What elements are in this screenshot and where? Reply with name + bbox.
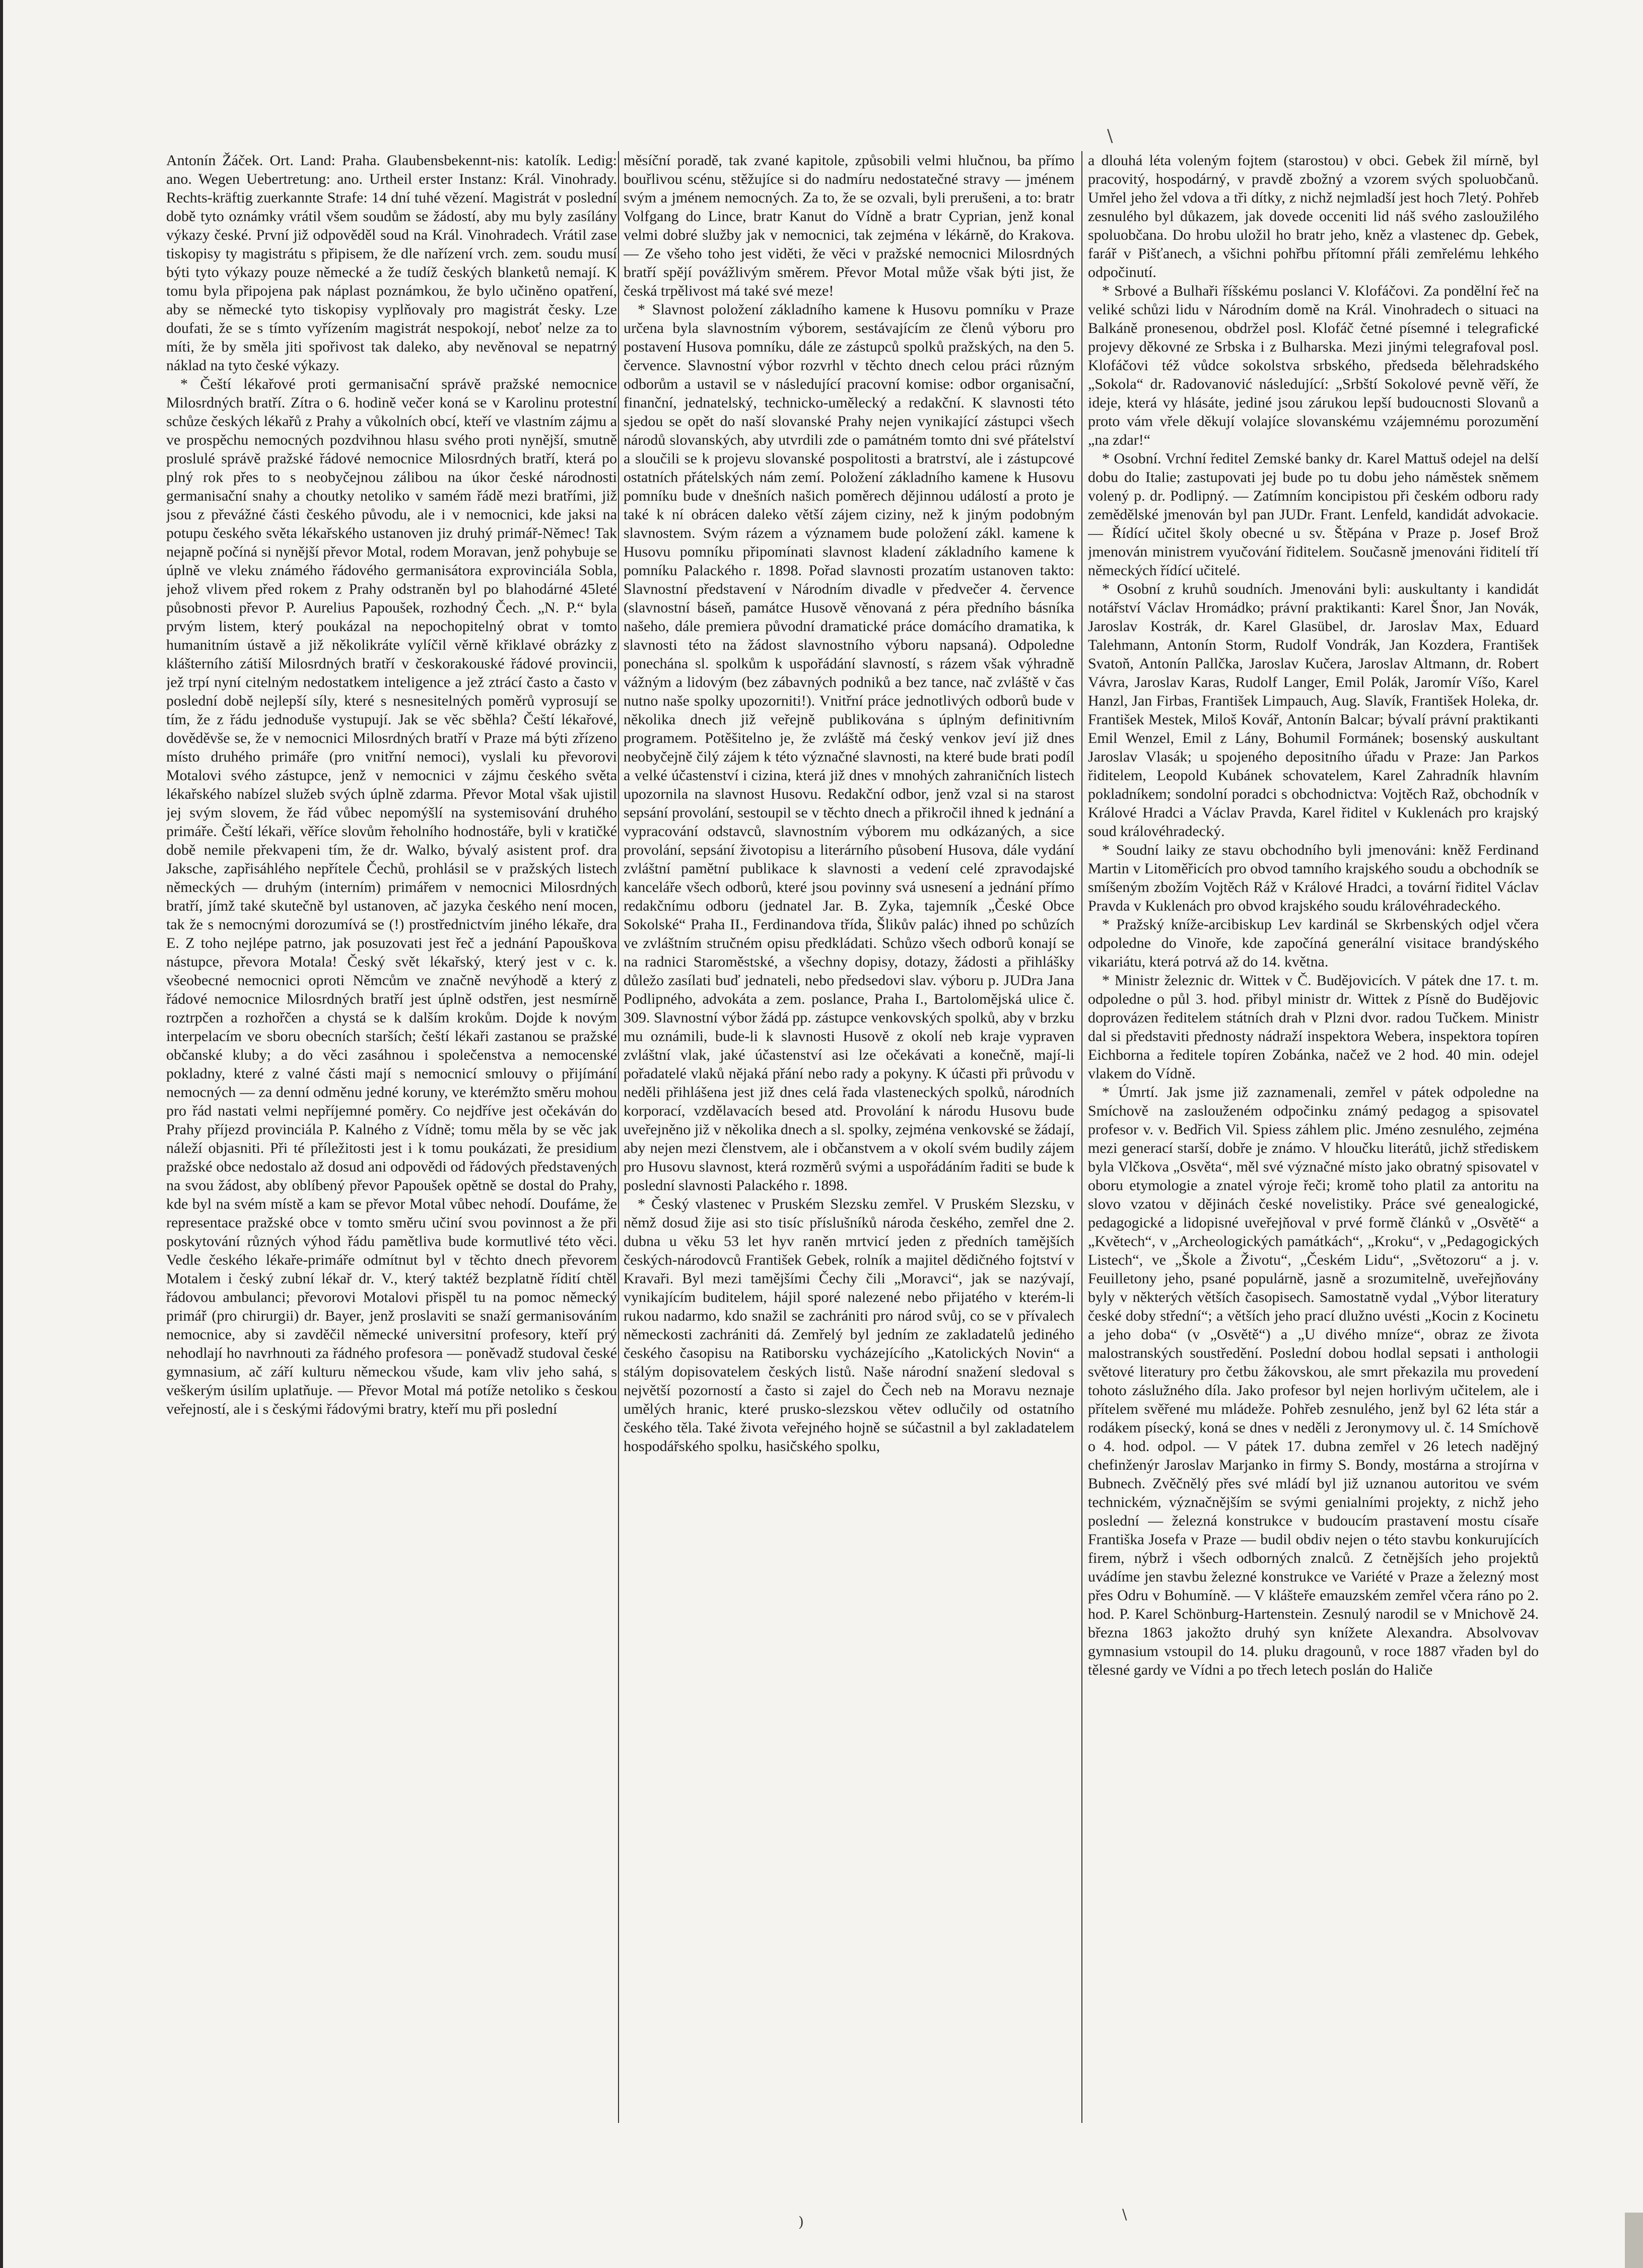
- article-col3-p8: * Úmrtí. Jak jsme již zaznamenali, zemřel v pátek odpoledne na Smíchově na zaslouženém odpočinku známý pedagog a spisovatel profesor v. v. Bedřich Vil. Spiess záhlem plic. Jméno zesnulého, zejména mezi generací starší, dobře je známo. V hloučku literátů, jichž střediskem byla Vlčkova „Osvěta“, měl své význačné místo jako obratný spisovatel v oboru etymologie a znatel výroje řeči; kromě toho platil za antoritu na slovo vzatou v dějinách české novelistiky. Práce své genealogické, pedagogické a lidopisné uveřejňoval v prvé formě článků v „Osvětě“ a „Květech“, v „Archeologických památkách“, „Kroku“, v „Pedagogických Listech“, ve „Škole a Životu“, „Českém Lidu“, „Světozoru“ a j. v. Feuilletony jeho, psané populárně, jasně a srozumitelně, uveřejňovány byly v některých větších časopisech. Samostatně vydal „Výbor literatury české doby střední“; a větších jeho prací dlužno uvésti „Kocin z Kocinetu a jeho doba“ (v „Osvětě“) a „U divého mníze“, obraz ze života malostranských soustředění. Poslední dobou hodlal sepsati i anthologii světové literatury pro četbu žákovskou, ale smrt překazila mu provedení tohoto záslužného díla. Jako profesor byl nejen horlivým učitelem, ale i přítelem svěřené mu mládeže. Pohřeb zesnulého, jenž byl 62 léta stár a rodákem písecký, koná se dnes v neděli z Jeronymovy ul. č. 14 Smíchově o 4. hod. odpol. — V pátek 17. dubna zemřel v 26 letech nadějný chefinženýr Jaroslav Marjanko in firmy S. Bondy, mostárna a strojírna v Bubnech. Zvěčnělý přes své mládí byl již uznanou autoritou ve svém technickém, význačnějším se svými genialními projekty, z nichž jeho poslední — železná konstrukce v budoucím prastavení mostu císaře Františka Josefa v Praze — budil obdiv nejen o této stavbu konkurujících firem, nýbrž i všech odborných znalců. Z četnějších jeho projektů uvádíme jen stavbu železné konstrukce ve Variété v Praze a železný most přes Odru v Bohumíně. — V klášteře emauzském zemřel včera ráno po 2. hod. P. Karel Schönburg-Hartenstein. Zesnulý narodil se v Mnichově 24. března 1863 jakožto druhý syn knížete Alexandra. Absolvovav gymnasium vstoupil do 14. pluku dragounů, v roce 1887 vřaden byl do tělesné gardy ve Vídni a po třech letech poslán do Haliče: [1088, 1084, 1539, 1678]
- article-col3-p5: * Soudní laiky ze stavu obchodního byli jmenováni: kněž Ferdinand Martin v Litoměřicích pro obvod tamního krajského soudu a obchodník se smíšeným zbožím Vojtěch Ráž v Králové Hradci, a tovární řiditel Václav Pravda v Kuklenách pro obvod krajského soudu královéhradeckého.: [1088, 842, 1539, 914]
- article-col3-p2: * Srbové a Bulhaři říšskému poslanci V. Klofáčovi. Za pondělní řeč na veliké schůzi lidu v Národním domě na Král. Vinohradech o situaci na Balkáně pronesenou, obdržel posl. Klofáč četné písemné i telegrafické projevy děkovné ze Srbska i z Bulharska. Mezi jinými telegrafoval posl. Klofáčovi též vůdce sokolstva srbského, předseda bělehradského „Sokola“ dr. Radovanović následující: „Srbští Sokolové pevně věří, že ideje, která vy hlásáte, jediné jsou zárukou lepší budoucnosti Slovanů a proto vám vřele děkují volajíce slovanskému vzájemnému porozumění „na zdar!“: [1088, 283, 1539, 448]
- article-col3-p3: * Osobní. Vrchní ředitel Zemské banky dr. Karel Mattuš odejel na delší dobu do Italie; zastupovati jej bude po tu dobu jeho náměstek sněmem volený p. dr. Podlipný. — Zatímním koncipistou při českém odboru rady zemědělské jmenován byl pan JUDr. Frant. Lenfeld, kandidát advokacie. — Řídící učitel školy obecné u sv. Štěpána v Praze p. Josef Brož jmenován ministrem vyučování řiditelem. Současně jmenováni řiditelí tří německých řídící učitelé.: [1088, 450, 1539, 579]
- article-col1-p1: Antonín Žáček. Ort. Land: Praha. Glaubensbekennt-nis: katolík. Ledig: ano. Wegen Uebertretung: ano. Urtheil erster Instanz: Král. Vinohrady. Rechts-kräftig zuerkannte Strafe: 14 dní tuhé vězení. Magistrát v poslední době tyto oznámky vrátil všem soudům se žádostí, aby mu byly zasílány výkazy české. První již odpověděl soud na Král. Vinohradech. Vrátil zase tiskopisy ty magistrátu s připisem, že dle nařízení vrch. zem. soudu musí býti tyto výkazy pouze německé a že tudíž českých blanketů nemají. K tomu byla připojena pak náplast poznámkou, že bylo učiněno opatření, aby se německé tyto tiskopisy vyplňovaly pro magistrát česky. Lze doufati, že se s tímto vyřízením magistrát nespokojí, neboť nelze za to míti, že by směla jiti spořivost tak daleko, aby nevěnoval se nepatrný náklad na tyto české výkazy.: [166, 152, 617, 374]
- page-left-edge: [0, 0, 3, 2268]
- article-col3-p6: * Pražský kníže-arcibiskup Lev kardinál se Skrbenských odjel včera odpoledne do Vinoře, kde započíná generální visitace brandýského vikariátu, která potrvá až do 14. května.: [1088, 916, 1539, 970]
- column-3: [1088, 151, 1539, 2123]
- article-col2-p3: * Český vlastenec v Pruském Slezsku zemřel. V Pruském Slezsku, v němž dosud žije asi sto tisíc příslušníků národa českého, zemřel dne 2. dubna u věku 53 let hyv raněn mrtvicí jeden z předních tamějších českých-národovců František Gebek, rolník a majitel dědičného fojtství v Kravaři. Byl mezi tamějšími Čechy čili „Moravci“, jak se nazývají, vynikajícím buditelem, hájil sporé nalezené nebo přijatého v kterém-li rukou nadarmo, kdo snažil se zachrániti pro národ svůj, co se v přívalech německosti zachrániti dá. Zemřelý byl jedním ze zakladatelů jediného českého časopisu na Ratiborsku vycházejícího „Katolických Novin“ a stálým dopisovatelem českých listů. Naše národní snažení sledoval s největší pozorností a často si zajel do Čech neb na Moravu neznaje umělých hranic, které prusko-slezskou větev odlučily od ostatního českého těla. Také života veřejného hojně se súčastnil a byl zakladatelem hospodářského spolku, hasičského spolku,: [624, 1196, 1074, 1455]
- article-col3-p7: * Ministr železnic dr. Wittek v Č. Budějovicích. V pátek dne 17. t. m. odpoledne o půl 3. hod. přibyl ministr dr. Wittek z Písně do Budějovic doprovázen ředitelem státních drah v Plzni dvor. radou Tučkem. Ministr dal si představiti přednosty nádraží inspektora Webera, inspektora topíren Eichborna a ředitele topíren Zobánka, načež ve 2 hod. 40 min. odejel vlakem do Vídně.: [1088, 972, 1539, 1082]
- page-top-mark: \: [1107, 126, 1113, 146]
- column-divider-2: [1081, 151, 1082, 2123]
- page-bottom-mark-left: ): [798, 2214, 804, 2230]
- article-col2-p1: měsíční poradě, tak zvané kapitole, způsobili velmi hlučnou, ba přímo bouřlivou scénu, stěžujíce si do nadmíru nedostatečné stravy — jménem svým a jménem nemocných. Za to, že se ozvali, byli prerušeni, a to: bratr Volfgang do Lince, bratr Kanut do Vídně a bratr Cyprian, jenž konal velmi dobré služby jak v nemocnici, tak zejména v lékárně, do Krakova. — Ze všeho toho jest viděti, že věci v pražské nemocnici Milosrdných bratří spějí povážlivým směrem. Převor Motal může však býti jist, že česká trpělivost má také své meze!: [624, 152, 1074, 299]
- article-col3-p4: * Osobní z kruhů soudních. Jmenováni byli: auskultanty i kandidát notářství Václav Hromádko; právní praktikanti: Karel Šnor, Jan Novák, Jaroslav Kostrák, dr. Karel Glasübel, dr. Jaroslav Max, Eduard Talehmann, Antonín Storm, Rudolf Vondrák, Jan Kozdera, František Svatoň, Antonín Pallčka, Jaroslav Kučera, Jaroslav Altmann, dr. Robert Vávra, Jaroslav Karas, Rudolf Langer, Emil Polák, Jaromír Víšo, Karel Hanzl, Jan Firbas, František Limpauch, Aug. Slavík, František Holeka, dr. František Mestek, Miloš Kovář, Antonín Balcar; bývalí právní praktikanti Emil Wenzel, Emil z Lány, Bohumil Formánek; bosenský auskultant Jaroslav Vlasák; u spojeného depositního úřadu v Praze: Jan Parkos řiditelem, Leopold Kubánek schovatelem, Karel Zahradník hlavním pokladníkem; sondolní poradci s obchodnictva: Vojtěch Raž, obchodník v Králové Hradci a Václav Pravda, Karel řiditel v Kuklenách pro krajský soud královéhradecký.: [1088, 581, 1539, 840]
- page-bottom-mark-right: \: [1122, 2206, 1127, 2223]
- column-divider-1: [618, 151, 619, 2123]
- page-corner-shadow: [1625, 2213, 1643, 2268]
- column-1: [166, 151, 617, 2123]
- article-col1-p2: * Čeští lékařové proti germanisační správě pražské nemocnice Milosrdných bratří. Zítra o 6. hodině večer koná se v Karolinu protestní schůze českých lékařů z Prahy a vůkolních obcí, kteří ve vlastním zájmu a ve prospěchu nemocných pozdvihnou hlasu svého proti nynější, smutně proslulé správě pražské řádové nemocnice Milosrdných bratří, která po plný rok přes to s neobyčejnou zálibou na úkor české národnosti germanisační snahy a choutky netoliko v samém řádě mezi bratřími, již jsou z převážné části českého původu, ale i v nemocnici, kde jaksi na potupu českého světa lékařského ustanoven jiz druhý primář-Němec! Tak nejapně počíná si nynější převor Motal, rodem Moravan, jenž pohybuje se úplně ve vleku známého řádového germanisátora exprovinciála Sobla, jehož vlivem před rokem z Prahy odstraněn byl po blahodárné 45leté působnosti převor P. Aurelius Papoušek, rozhodný Čech. „N. P.“ byla prvým listem, který poukázal na nepochopitelný obrat v tomto humanitním ústavě a již několikráte vylíčil věrně křiklavé obrázky z klášterního zátiší Milosrdných bratří v českorakouské řádové provincii, jež trpí nyní citelným nedostatkem inteligence a jež ztrácí často a často v poslední době nejlepší síly, které s nesnesitelných poměrů vyprosují se tím, že z řádu jednoduše vystupují. Jak se věc sběhla? Čeští lékařové, dověděvše se, že v nemocnici Milosrdných bratří v Praze má býti zřízeno místo druhého primáře (pro vnitřní nemoci), vyslali ku převorovi Motalovi svého zástupce, jenž v nemocnici v zájmu českého světa lékařského nabízel služeb svých úplně zdarma. Převor Motal však ujistil jej svým slovem, že řád vůbec nepomýšlí na systemisování druhého primáře. Čeští lékaři, věříce slovům řeholního hodnostáře, byli v kratičké době nemile překvapeni tím, že dr. Walko, bývalý asistent prof. dra Jaksche, zapřisáhlého nepřítele Čechů, prohlásil se v pražských listech německých — druhým (interním) primářem v nemocnici Milosrdných bratří, jímž také skutečně byl ustanoven, ač jazyka českého není mocen, tak že s nemocnými dorozumívá se (!) prostřednictvím jiného lékaře, dra E. Z toho nejlépe patrno, jak posuzovati jest řeč a jednání Papouškova nástupce, převora Motala! Český svět lékařský, který jest v c. k. všeobecné nemocnici oproti Němcům ve značně nevýhodě a který z řádové nemocnice Milosrdných bratří jest úplně odstřen, jest nesmírně roztrpčen a rozhořčen a chystá se k dalším krokům. Dojde k novým interpelacím ve sboru obecních starších; čeští lékaři zastanou se pražské občanské kluby; a do věci zasáhnou i společenstva a nemocenské pokladny, které z valné části mají s nemocnicí smlouvy o přijímání nemocných — za denní odměnu jedné koruny, ve kterémžto směru mohou pro řád nastati velmi nepříjemné poměry. Co nejdříve jest očekáván do Prahy příjezd provinciála P. Kalného z Vídně; tomu měla by se věc jak náleží objasniti. Při té příležitosti jest i k tomu poukázati, že presidium pražské obce nedostalo až dosud ani odpovědi od řádových představených na svou žádost, aby oblíbený převor Papoušek opětně se dostal do Prahy, kde byl na svém místě a kam se převor Motal vůbec nehodí. Doufáme, že representace pražské obce v tomto směru učiní svou povinnost a že při poskytování různých výhod řádu pamětliva bude kormutlivé této věci. Vedle českého lékaře-primáře odmítnut byl v těchto dnech převorem Motalem i český zubní lékař dr. V., který taktéž bezplatně řídití chtěl řádovou ambulanci; převorovi Motalovi přispěl tu na pomoc německý primář (pro chirurgii) dr. Bayer, jenž proslaviti se snaží germanisováním nemocnice, aby si zavděčil německé universitní profesory, kteří prý nehodlají ho navrhnouti za řádného profesora — poněvadž studoval české gymnasium, ač září kulturu německou všude, kam vliv jeho sahá, s veškerým úsilím uplatňuje. — Převor Motal má potíže netoliko s českou veřejností, ale i s českými řádovými bratry, kteří mu při poslední: [166, 376, 617, 1417]
- article-col2-p2: * Slavnost položení základního kamene k Husovu pomníku v Praze určena byla slavnostním výborem, sestávajícím ze členů výboru pro postavení Husova pomníku, dále ze zástupců spolků pražských, na den 5. července. Slavnostní výbor rozvrhl v těchto dnech celou práci různým odborům a ustavil se v následující pracovní komise: odbor organisační, finanční, jednatelský, technicko-umělecký a redakční. K slavnosti této sjedou se opět do naší slovanské Prahy nejen vynikající zástupci všech národů slovanských, aby utvrdili zde o památném tomto dni své přátelství a sloučili se k projevu slovanské pospolitosti a bratrství, ale i zástupcové ostatních přátelských nám zemí. Položení základního kamene k Husovu pomníku bude v dnešních našich poměrech dějinnou událostí a proto je také k ní obrácen daleko větší zájem ciziny, než k jiným podobným slavnostem. Svým rázem a významem bude položení zákl. kamene k Husovu pomníku připomínati slavnost kladení základního kamene k pomníku Palackého r. 1898. Pořad slavnosti prozatím ustanoven takto: Slavnostní představení v Národním divadle v předvečer 4. července (slavnostní báseň, památce Husově věnovaná z péra předního básníka našeho, dále premiera původní dramatické práce domácího dramatika, k slavnosti této na žádost slavnostního výboru napsaná). Odpoledne ponechána sl. spolkům k uspořádání slavností, s rázem však výhradně vážným a lidovým (bez zábavných podniků a bez tance, nač zvláště v čas nutno naše spolky upozorniti!). Vnitřní práce jednotlivých odborů bude v několika dnech již veřejně publikována s úplným definitivním programem. Potěšitelno je, že zvláště má český venkov jeví již dnes neobyčejně čilý zájem k této význačné slavnosti, na které bude brati podíl a velké účastenství i cizina, která již dnes v mnohých zahraničních listech upozornila na slavnost Husovu. Redakční odbor, jenž vzal si na starost sepsání provolání, sestoupil se v těchto dnech a přikročil ihned k jednání a vypracování odstavců, slavnostním výborem mu odkázaných, a sice provolání, sepsání životopisu a literárního působení Husova, dále vydání zvláštní pamětní publikace k slavnosti a vedení celé zpravodajské kanceláře všech odborů, které jsou povinny svá usnesení a jednání přímo redakčnímu odboru (jednatel Jar. B. Zyka, tajemník „České Obce Sokolské“ Praha II., Ferdinandova třída, Šlikův palác) ihned po schůzích ve zvláštním stručném opisu předkládati. Schůzo všech odborů konají se na radnici Staroměstské, a všechny dopisy, dotazy, žádosti a přihlášky důležo zasílati buď jednateli, nebo předsedovi slav. výboru p. JUDra Jana Podlipného, advokáta a zem. poslance, Praha I., Bartolomějská ulice č. 309. Slavnostní výbor žádá pp. zástupce venkovských spolků, aby v brzku mu oznámili, bude-li k slavnosti Husově z okolí neb kraje vypraven zvláštní vlak, jaké účastenství asi lze očekávati a konečně, mají-li pořadatelé vlaků nějaká přání nebo rady a pokyny. K účasti při průvodu v neděli přihlášena jest již dnes celá řada vlasteneckých spolků, národních korporací, vzdělavacích besed atd. Provolání k národu Husovu bude uveřejněno již v několika dnech a sl. spolky, zejména venkovské se žádají, aby nejen mezi členstvem, ale i občanstvem a v okolí svém budily zájem pro Husovu slavnost, která rozměrů svými a uspořádáním řaditi se bude k poslední slavnosti Palackého r. 1898.: [624, 301, 1074, 1194]
- article-col3-p1: a dlouhá léta voleným fojtem (starostou) v obci. Gebek žil mírně, byl pracovitý, hospodárný, v pravdě zbožný a vzorem svých spoluobčanů. Umřel jeho žel vdova a tři dítky, z nichž nejmladší jest hoch 7letý. Pohřeb zesnulého byl důkazem, jak dovede occeniti lid náš svého zasloužilého spoluobčana. Do hrobu uložil ho bratr jeho, kněz a vlastenec dp. Gebek, farář v Pišťanech, a všichni pohřbu přítomní přáli zemřelému lehkého odpočinutí.: [1088, 152, 1539, 281]
- column-2: [624, 151, 1074, 2123]
